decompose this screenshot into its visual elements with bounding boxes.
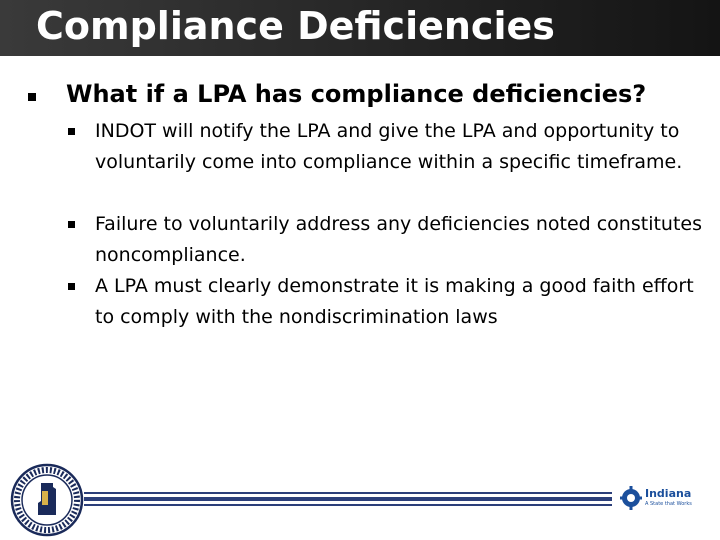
footer-divider <box>84 497 612 501</box>
point-text: A LPA must clearly demonstrate it is making a good faith effort to comply with the nondiscrimination laws <box>95 275 694 328</box>
main-heading: What if a LPA has compliance deficiencies? <box>66 80 647 108</box>
bullet-icon <box>68 128 75 135</box>
indot-seal-logo <box>10 463 84 537</box>
bullet-icon <box>68 283 75 290</box>
point-text: INDOT will notify the LPA and give the LPA and opportunity to voluntarily come into compliance within a specific timeframe. <box>95 120 683 173</box>
title-bar <box>0 0 720 56</box>
indiana-tagline: A State that Works <box>645 501 692 507</box>
point-text: Failure to voluntarily address any deficiencies noted constitutes noncompliance. <box>95 213 702 266</box>
slide-title: Compliance Deficiencies <box>36 4 555 48</box>
footer-divider <box>84 504 612 506</box>
indiana-wordmark: Indiana <box>645 487 692 500</box>
bullet-icon <box>28 93 36 101</box>
footer-divider <box>84 492 612 494</box>
bullet-icon <box>68 221 75 228</box>
